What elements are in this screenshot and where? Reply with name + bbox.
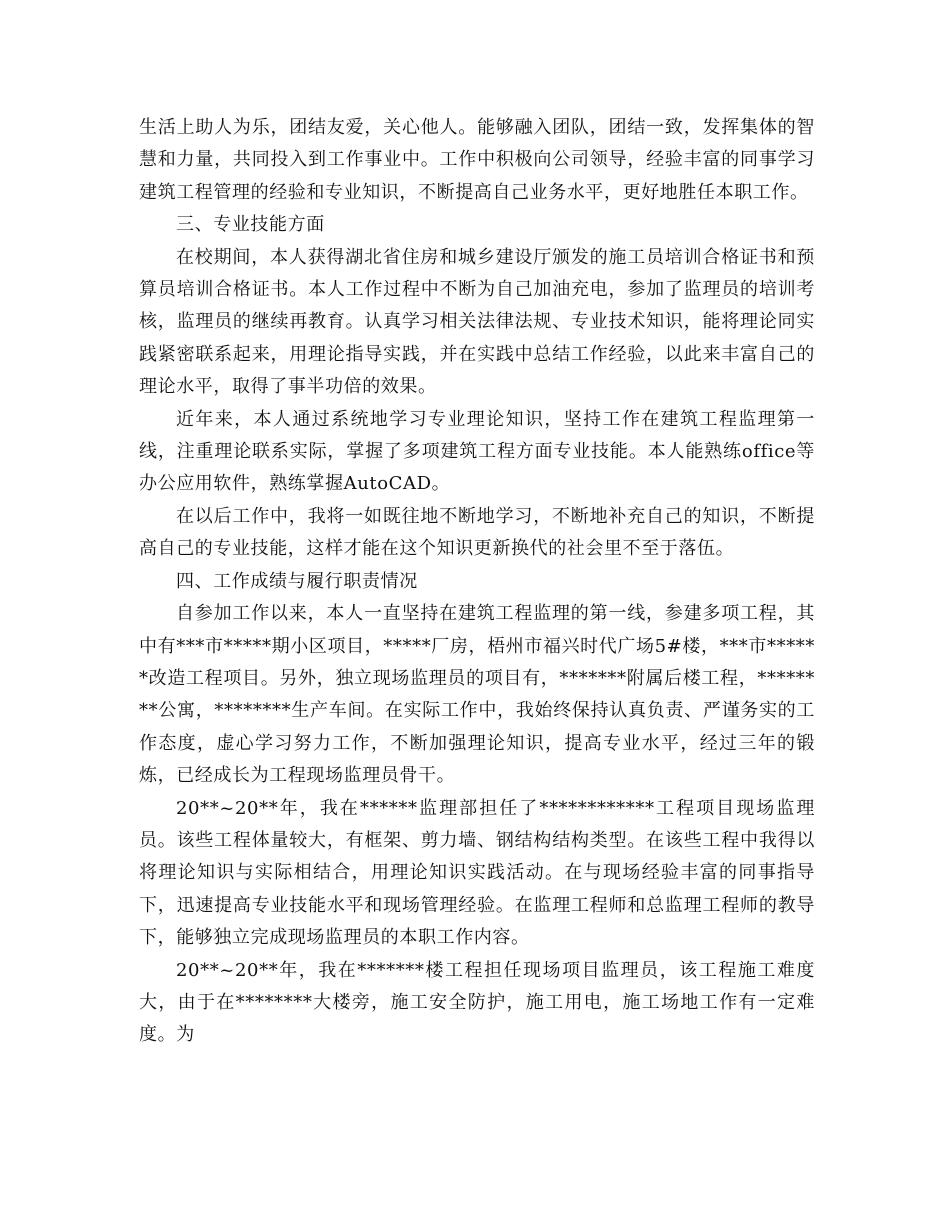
paragraph-7: 自参加工作以来，本人一直坚持在建筑工程监理的第一线，参建多项工程，其中有***市*****期小区项目，*****厂房，梧州市福兴时代广场5#楼，***市******改造工程项目。另外，独立现场监理员的项目有，*******附属后楼工程，********公寓，********生产车间。在实际工作中，我始终保持认真负责、严谨务实的工作态度，虚心学习努力工作，不断加强理论知识，提高专业水平，经过三年的锻炼，已经成长为工程现场监理员骨干。 xyxy=(139,603,815,787)
paragraph-8: 20**~20**年，我在******监理部担任了************工程项目现场监理员。该些工程体量较大，有框架、剪力墙、钢结构结构类型。在该些工程中我得以将理论知识与实际相结合，用理论知识实践活动。在与现场经验丰富的同事指导下，迅速提高专业技能水平和现场管理经验。在监理工程师和总监理工程师的教导下，能够独立完成现场监理员的本职工作内容。 xyxy=(139,797,815,949)
document-body xyxy=(139,112,815,1052)
paragraph-4: 近年来，本人通过系统地学习专业理论知识，坚持工作在建筑工程监理第一线，注重理论联系实际，掌握了多项建筑工程方面专业技能。本人能熟练office等办公应用软件，熟练掌握AutoCAD。 xyxy=(139,408,815,495)
paragraph-9: 20**~20**年，我在*******楼工程担任现场项目监理员，该工程施工难度大，由于在********大楼旁，施工安全防护，施工用电，施工场地工作有一定难度。为 xyxy=(139,959,815,1046)
section-heading-skills: 三、专业技能方面 xyxy=(176,214,325,236)
paragraph-3: 在校期间，本人获得湖北省住房和城乡建设厅颁发的施工员培训合格证书和预算员培训合格证书。本人工作过程中不断为自己加油充电，参加了监理员的培训考核，监理员的继续再教育。认真学习相关法律法规、专业技术知识，能将理论同实践紧密联系起来，用理论指导实践，并在实践中总结工作经验，以此来丰富自己的理论水平，取得了事半功倍的效果。 xyxy=(139,246,815,398)
section-heading-achievements: 四、工作成绩与履行职责情况 xyxy=(176,570,418,592)
paragraph-5: 在以后工作中，我将一如既往地不断地学习，不断地补充自己的知识，不断提高自己的专业技能，这样才能在这个知识更新换代的社会里不至于落伍。 xyxy=(139,505,815,560)
paragraph-1: 生活上助人为乐，团结友爱，关心他人。能够融入团队，团结一致，发挥集体的智慧和力量，共同投入到工作事业中。工作中积极向公司领导，经验丰富的同事学习建筑工程管理的经验和专业知识，不断提高自己业务水平，更好地胜任本职工作。 xyxy=(139,117,815,203)
